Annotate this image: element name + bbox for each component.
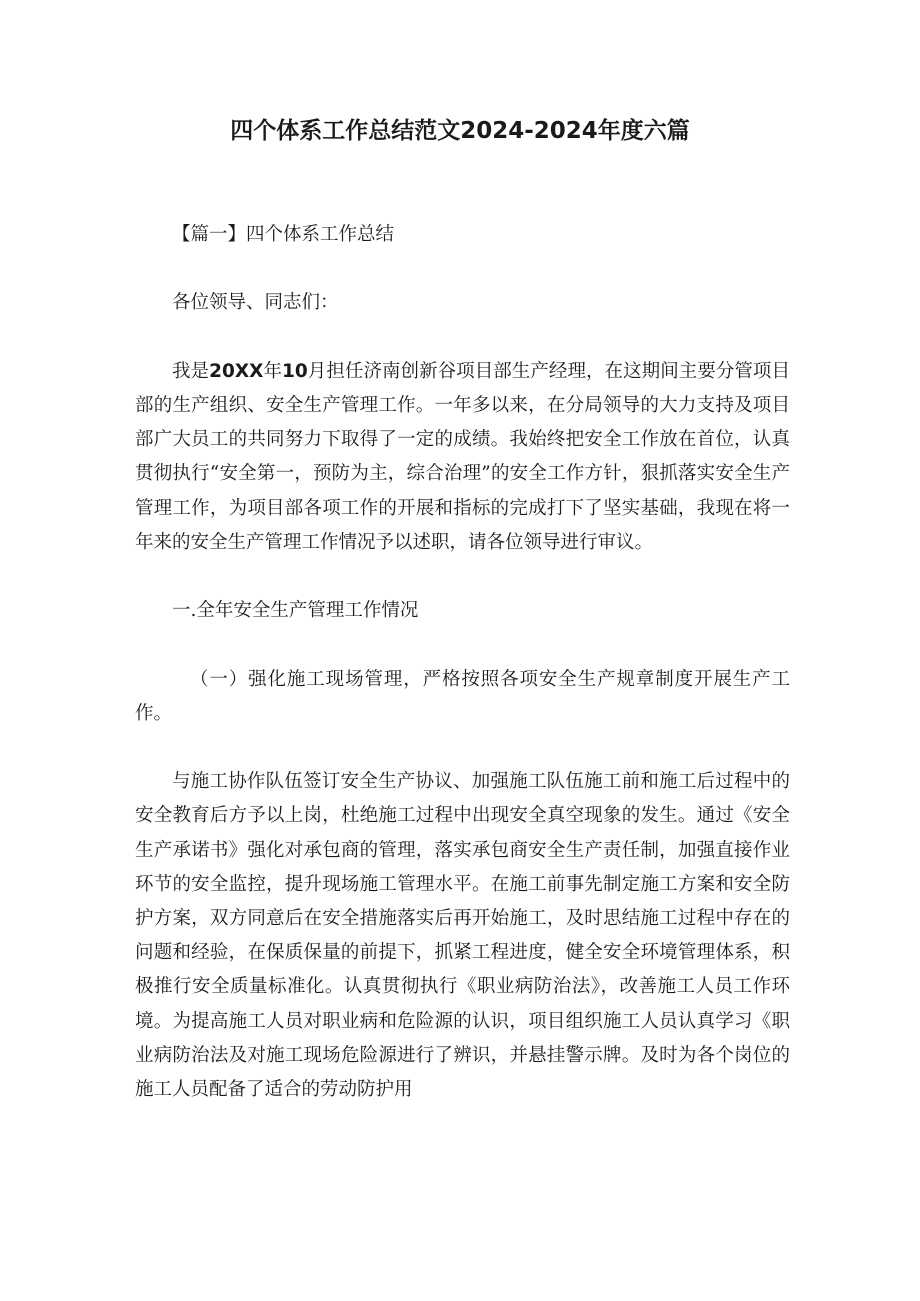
intro-paragraph bbox=[135, 355, 790, 560]
section-heading: 【篇一】四个体系工作总结 bbox=[172, 224, 395, 245]
intro-mid: 年 bbox=[263, 360, 282, 382]
salutation: 各位领导、同志们： bbox=[172, 292, 339, 314]
intro-rest: 月担任济南创新谷项目部生产经理，在这期间主要分管项目部的生产组织、安全生产管理工作。一年多以来，在分局领导的大力支持及项目部广大员工的共同努力下取得了一定的成绩。我始终把安全工作放在首位，认真贯彻执行“安全第一，预防为主，综合治理”的安全工作方针，狠抓落实安全生产管理工作，为项目部各项工作的开展和指标的完成打下了坚实基础，我现在将一年来的安全生产管理工作情况予以述职，请各位领导进行审议。 bbox=[135, 360, 790, 553]
document-body bbox=[135, 218, 790, 1107]
intro-prefix: 我是 bbox=[172, 360, 210, 382]
body-paragraph: 与施工协作队伍签订安全生产协议、加强施工队伍施工前和施工后过程中的安全教育后方予以上岗，杜绝施工过程中出现安全真空现象的发生。通过《安全生产承诺书》强化对承包商的管理，落实承包商安全生产责任制，加强直接作业环节的安全监控，提升现场施工管理水平。在施工前事先制定施工方案和安全防护方案，双方同意后在安全措施落实后再开始施工，及时思结施工过程中存在的问题和经验，在保质保量的前提下，抓紧工程进度，健全安全环境管理体系，积极推行安全质量标准化。认真贯彻执行《职业病防治法》，改善施工人员工作环境。为提高施工人员对职业病和危险源的认识，项目组织施工人员认真学习《职业病防治法及对施工现场危险源进行了辨识，并悬挂警示牌。及时为各个岗位的施工人员配备了适合的劳动防护用 bbox=[135, 771, 790, 1100]
paragraph-gap bbox=[135, 321, 790, 355]
paragraph-gap bbox=[135, 731, 790, 765]
paragraph-gap bbox=[135, 560, 790, 594]
paragraph-gap bbox=[135, 628, 790, 662]
intro-year: 20XX bbox=[209, 360, 264, 382]
subsection-one-heading: （一）强化施工现场管理，严格按照各项安全生产规章制度开展生产工作。 bbox=[135, 668, 790, 724]
part-one-heading: 一.全年安全生产管理工作情况 bbox=[172, 600, 419, 622]
intro-month: 10 bbox=[282, 360, 308, 382]
document-title: 四个体系工作总结范文2024-2024年度六篇 bbox=[230, 118, 690, 144]
paragraph-gap bbox=[135, 252, 790, 286]
